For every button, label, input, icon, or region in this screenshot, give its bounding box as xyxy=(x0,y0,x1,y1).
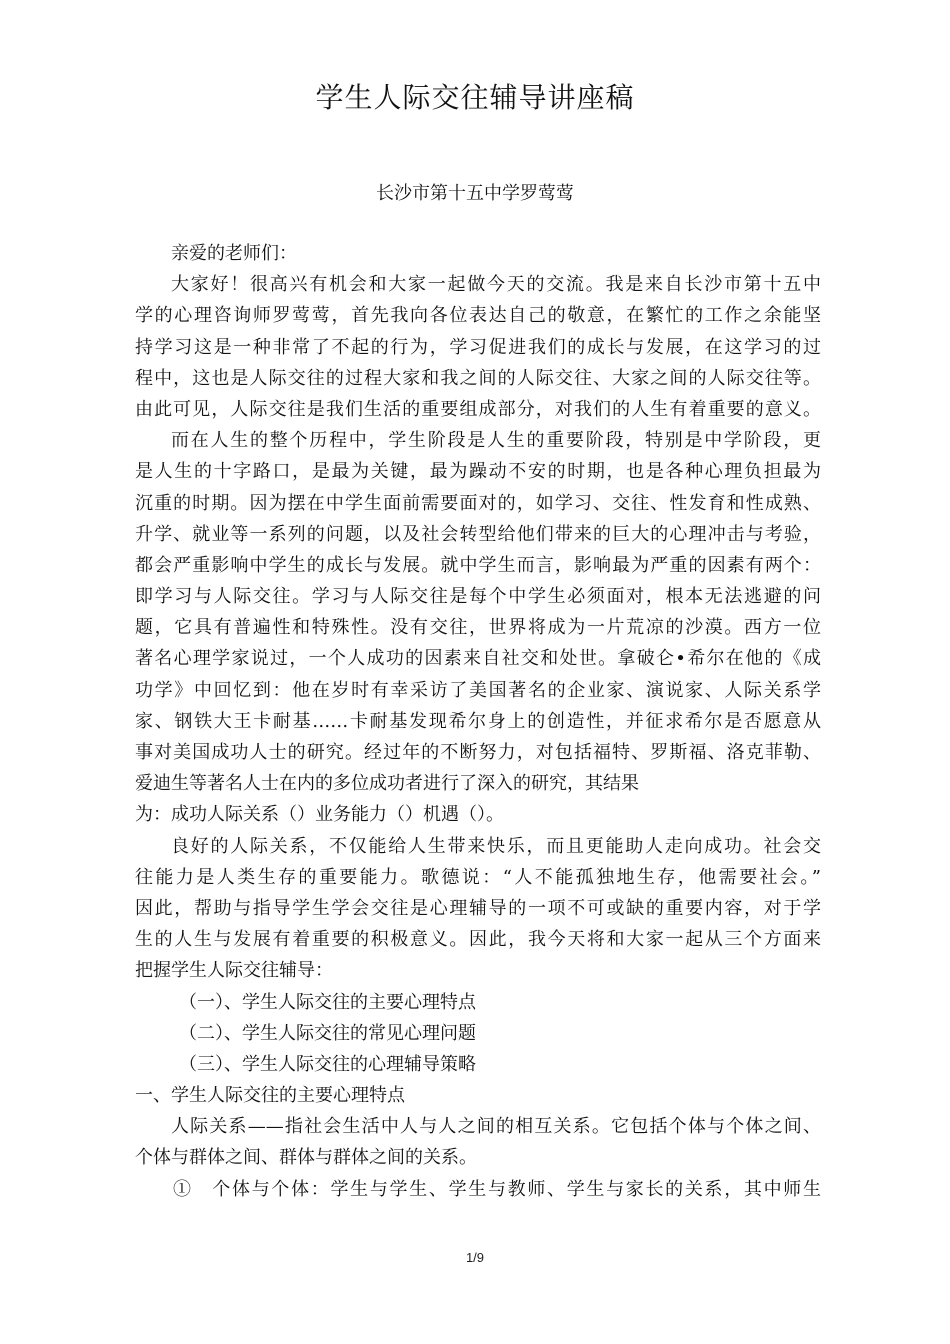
text-line: 家、钢铁大王卡耐基……卡耐基发现希尔身上的创造性，并征求希尔是否愿意从 xyxy=(135,710,821,732)
text-line: 把握学生人际交往辅导： xyxy=(135,960,333,982)
text-line: 持学习这是一种非常了不起的行为，学习促进我们的成长与发展，在这学习的过 xyxy=(135,336,821,358)
text-line: 即学习与人际交往。学习与人际交往是每个中学生必须面对，根本无法逃避的问 xyxy=(135,586,821,608)
text-line: 良好的人际关系，不仅能给人生带来快乐，而且更能助人走向成功。社会交 xyxy=(171,835,821,857)
text-line: 都会严重影响中学生的成长与发展。就中学生而言，影响最为严重的因素有两个： xyxy=(135,554,821,576)
document-title: 学生人际交往辅导讲座稿 xyxy=(315,81,635,114)
text-line: 个体与群体之间、群体与群体之间的关系。 xyxy=(135,1147,477,1169)
text-line: 学的心理咨询师罗莺莺，首先我向各位表达自己的敬意，在繁忙的工作之余能坚 xyxy=(135,305,821,327)
text-line: 事对美国成功人士的研究。经过年的不断努力，对包括福特、罗斯福、洛克菲勒、 xyxy=(135,742,821,763)
text-line: ① 个体与个体：学生与学生、学生与教师、学生与家长的关系，其中师生 xyxy=(173,1178,821,1200)
text-line: 沉重的时期。因为摆在中学生面前需要面对的，如学习、交往、性发育和性成熟、 xyxy=(135,492,821,514)
text-line: 人际关系——指社会生活中人与人之间的相互关系。它包括个体与个体之间、 xyxy=(171,1116,821,1138)
text-line: 著名心理学家说过，一个人成功的因素来自社交和处世。拿破仑•希尔在他的《成 xyxy=(135,648,821,670)
text-line: 程中，这也是人际交往的过程大家和我之间的人际交往、大家之间的人际交往等。 xyxy=(135,367,821,389)
text-line: （三）、学生人际交往的心理辅导策略 xyxy=(179,1053,476,1075)
text-line: 而在人生的整个历程中，学生阶段是人生的重要阶段，特别是中学阶段，更 xyxy=(171,430,821,452)
text-line: 往能力是人类生存的重要能力。歌德说：“人不能孤独地生存，他需要社会。” xyxy=(135,866,821,888)
text-line: （一）、学生人际交往的主要心理特点 xyxy=(179,991,476,1013)
text-line: 功学》中回忆到：他在岁时有幸采访了美国著名的企业家、演说家、人际关系学 xyxy=(135,679,821,701)
document-body xyxy=(135,238,821,1205)
text-line: 生的人生与发展有着重要的积极意义。因此，我今天将和大家一起从三个方面来 xyxy=(135,929,821,951)
text-line: 爱迪生等著名人士在内的多位成功者进行了深入的研究，其结果 xyxy=(135,773,639,795)
text-line: （二）、学生人际交往的常见心理问题 xyxy=(179,1022,476,1044)
text-line: 为：成功人际关系（）业务能力（）机遇（）。 xyxy=(135,804,504,826)
text-line: 一、学生人际交往的主要心理特点 xyxy=(135,1085,405,1107)
text-line: 由此可见，人际交往是我们生活的重要组成部分，对我们的人生有着重要的意义。 xyxy=(135,398,821,420)
text-line: 因此，帮助与指导学生学会交往是心理辅导的一项不可或缺的重要内容，对于学 xyxy=(135,897,821,919)
text-line: 亲爱的老师们： xyxy=(171,243,297,264)
text-line: 升学、就业等一系列的问题，以及社会转型给他们带来的巨大的心理冲击与考验， xyxy=(135,523,821,545)
document-author: 长沙市第十五中学罗莺莺 xyxy=(376,183,574,204)
text-line: 题，它具有普遍性和特殊性。没有交往，世界将成为一片荒凉的沙漠。西方一位 xyxy=(135,617,821,639)
text-line: 是人生的十字路口，是最为关键，最为躁动不安的时期，也是各种心理负担最为 xyxy=(135,461,821,483)
text-line: 大家好！很高兴有机会和大家一起做今天的交流。我是来自长沙市第十五中 xyxy=(171,274,821,296)
page-number: 1/9 xyxy=(465,1250,485,1265)
